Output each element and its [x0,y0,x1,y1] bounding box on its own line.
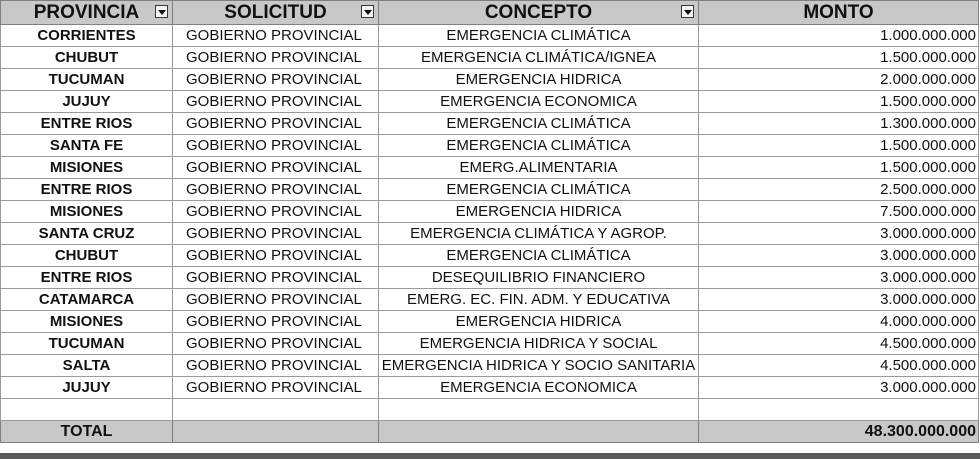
total-empty-cell[interactable] [173,421,379,443]
dropdown-filter-icon[interactable] [155,5,168,18]
cell-concepto[interactable]: EMERGENCIA CLIMÁTICA [379,135,699,157]
cell-solicitud[interactable]: GOBIERNO PROVINCIAL [173,201,379,223]
cell-solicitud[interactable]: GOBIERNO PROVINCIAL [173,157,379,179]
empty-cell[interactable] [1,399,173,421]
cell-provincia[interactable]: ENTRE RIOS [1,267,173,289]
empty-cell[interactable] [379,399,699,421]
table-row [1,135,979,157]
column-header-label: MONTO [803,1,874,23]
cell-provincia[interactable]: MISIONES [1,311,173,333]
cell-concepto[interactable]: EMERGENCIA HIDRICA Y SOCIO SANITARIA [379,355,699,377]
column-header-solicitud[interactable] [173,1,379,25]
empty-cell[interactable] [173,399,379,421]
column-header-label: CONCEPTO [484,1,593,23]
cell-solicitud[interactable]: GOBIERNO PROVINCIAL [173,267,379,289]
cell-provincia[interactable]: TUCUMAN [1,69,173,91]
column-header-label: PROVINCIA [33,1,140,23]
cell-solicitud[interactable]: GOBIERNO PROVINCIAL [173,377,379,399]
empty-cell[interactable] [699,399,979,421]
dropdown-filter-icon[interactable] [681,5,694,18]
cell-solicitud[interactable]: GOBIERNO PROVINCIAL [173,223,379,245]
total-monto[interactable]: 48.300.000.000 [699,421,979,443]
table-row [1,377,979,399]
cell-monto[interactable]: 1.000.000.000 [699,25,979,47]
table-row [1,355,979,377]
total-label[interactable]: TOTAL [1,421,173,443]
column-header-label: SOLICITUD [224,1,327,23]
cell-monto[interactable]: 3.000.000.000 [699,289,979,311]
cell-provincia[interactable]: CORRIENTES [1,25,173,47]
cell-monto[interactable]: 4.500.000.000 [699,333,979,355]
cell-monto[interactable]: 7.500.000.000 [699,201,979,223]
cell-provincia[interactable]: ENTRE RIOS [1,179,173,201]
cell-concepto[interactable]: EMERGENCIA ECONOMICA [379,91,699,113]
cell-solicitud[interactable]: GOBIERNO PROVINCIAL [173,311,379,333]
cell-provincia[interactable]: JUJUY [1,91,173,113]
cell-concepto[interactable]: EMERGENCIA CLIMÁTICA [379,25,699,47]
table-row [1,333,979,355]
window-bottom-edge [0,453,980,459]
cell-concepto[interactable]: DESEQUILIBRIO FINANCIERO [379,267,699,289]
table-row [1,201,979,223]
cell-concepto[interactable]: EMERGENCIA HIDRICA [379,311,699,333]
cell-provincia[interactable]: ENTRE RIOS [1,113,173,135]
cell-concepto[interactable]: EMERGENCIA HIDRICA Y SOCIAL [379,333,699,355]
cell-monto[interactable]: 1.500.000.000 [699,47,979,69]
column-header-monto[interactable] [699,1,979,25]
cell-concepto[interactable]: EMERGENCIA CLIMÁTICA/IGNEA [379,47,699,69]
cell-provincia[interactable]: CHUBUT [1,47,173,69]
cell-monto[interactable]: 2.000.000.000 [699,69,979,91]
cell-provincia[interactable]: SANTA FE [1,135,173,157]
cell-solicitud[interactable]: GOBIERNO PROVINCIAL [173,179,379,201]
cell-monto[interactable]: 1.500.000.000 [699,91,979,113]
table-row [1,223,979,245]
cell-provincia[interactable]: MISIONES [1,157,173,179]
cell-solicitud[interactable]: GOBIERNO PROVINCIAL [173,113,379,135]
table-row [1,25,979,47]
cell-concepto[interactable]: EMERG.ALIMENTARIA [379,157,699,179]
table-row [1,91,979,113]
cell-solicitud[interactable]: GOBIERNO PROVINCIAL [173,355,379,377]
cell-provincia[interactable]: JUJUY [1,377,173,399]
cell-solicitud[interactable]: GOBIERNO PROVINCIAL [173,25,379,47]
cell-monto[interactable]: 2.500.000.000 [699,179,979,201]
cell-provincia[interactable]: CATAMARCA [1,289,173,311]
cell-solicitud[interactable]: GOBIERNO PROVINCIAL [173,91,379,113]
cell-monto[interactable]: 1.500.000.000 [699,157,979,179]
cell-monto[interactable]: 1.500.000.000 [699,135,979,157]
table-row [1,69,979,91]
cell-provincia[interactable]: CHUBUT [1,245,173,267]
table-row [1,113,979,135]
dropdown-filter-icon[interactable] [361,5,374,18]
cell-solicitud[interactable]: GOBIERNO PROVINCIAL [173,135,379,157]
cell-solicitud[interactable]: GOBIERNO PROVINCIAL [173,69,379,91]
empty-row [1,399,979,421]
cell-solicitud[interactable]: GOBIERNO PROVINCIAL [173,47,379,69]
cell-concepto[interactable]: EMERGENCIA HIDRICA [379,201,699,223]
table-row [1,245,979,267]
cell-monto[interactable]: 3.000.000.000 [699,223,979,245]
column-header-provincia[interactable] [1,1,173,25]
cell-solicitud[interactable]: GOBIERNO PROVINCIAL [173,245,379,267]
cell-concepto[interactable]: EMERGENCIA CLIMÁTICA [379,179,699,201]
table-row [1,289,979,311]
cell-provincia[interactable]: SANTA CRUZ [1,223,173,245]
total-empty-cell[interactable] [379,421,699,443]
cell-monto[interactable]: 3.000.000.000 [699,377,979,399]
cell-concepto[interactable]: EMERGENCIA CLIMÁTICA [379,113,699,135]
cell-solicitud[interactable]: GOBIERNO PROVINCIAL [173,333,379,355]
cell-concepto[interactable]: EMERGENCIA ECONOMICA [379,377,699,399]
cell-concepto[interactable]: EMERGENCIA HIDRICA [379,69,699,91]
total-row [1,421,979,443]
header-row [1,1,979,25]
table-row [1,311,979,333]
cell-provincia[interactable]: SALTA [1,355,173,377]
table-row [1,157,979,179]
cell-monto[interactable]: 3.000.000.000 [699,245,979,267]
cell-monto[interactable]: 4.500.000.000 [699,355,979,377]
cell-provincia[interactable]: TUCUMAN [1,333,173,355]
cell-monto[interactable]: 1.300.000.000 [699,113,979,135]
cell-monto[interactable]: 3.000.000.000 [699,267,979,289]
table-row [1,179,979,201]
cell-concepto[interactable]: EMERG. EC. FIN. ADM. Y EDUCATIVA [379,289,699,311]
cell-provincia[interactable]: MISIONES [1,201,173,223]
cell-concepto[interactable]: EMERGENCIA CLIMÁTICA Y AGROP. [379,223,699,245]
cell-monto[interactable]: 4.000.000.000 [699,311,979,333]
column-header-concepto[interactable] [379,1,699,25]
cell-solicitud[interactable]: GOBIERNO PROVINCIAL [173,289,379,311]
table-row [1,267,979,289]
cell-concepto[interactable]: EMERGENCIA CLIMÁTICA [379,245,699,267]
table-row [1,47,979,69]
